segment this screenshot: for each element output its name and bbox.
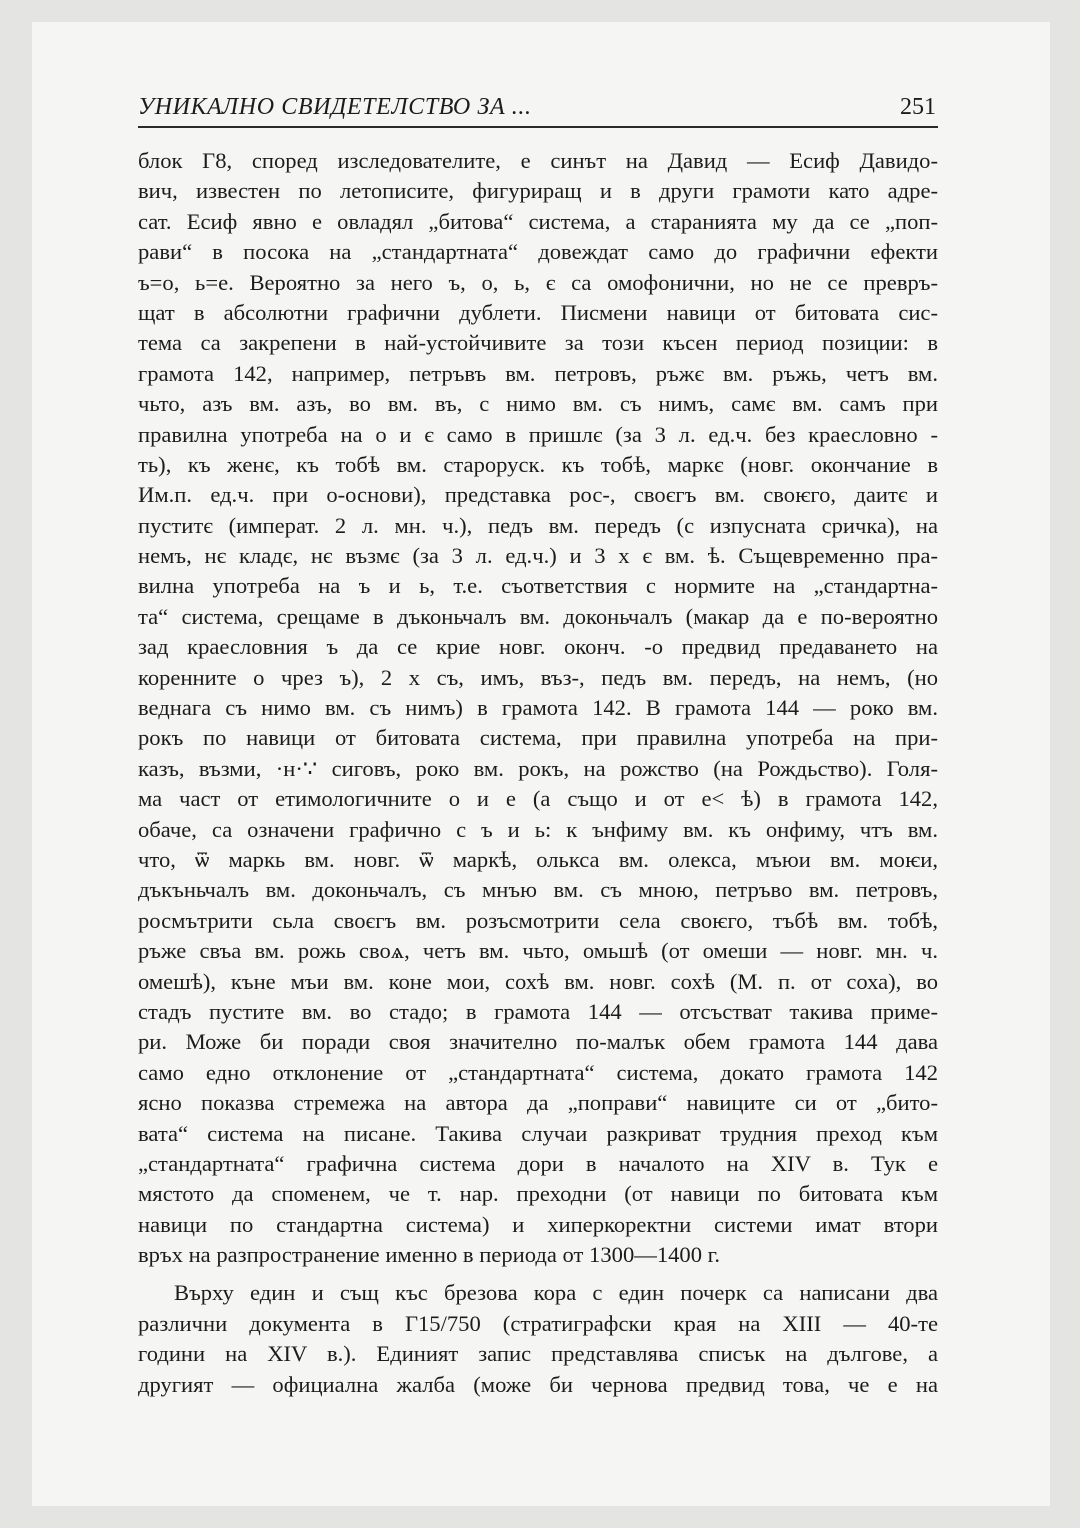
text-line: връх на разпространение именно в периода от 1300—1400 г. [138,1242,721,1268]
text-line: правилна употреба на о и є само в пришлє (за 3 л. ед.ч. без краесловно - [138,421,938,447]
text-line: ма част от етимологичните о и е (а също и от е< ѣ) в грамота 142, [138,786,938,812]
text-line: пуститє (императ. 2 л. мн. ч.), педъ вм. передъ (с изпусната сричка), на [138,512,938,538]
text-line: зад краесловния ъ да се крие новг. оконч. -о предвид предаването на [138,634,938,660]
text-line: рави“ в посока на „стандартната“ довеждат само до графични ефекти [138,239,938,265]
text-line: само едно отклонение от „стандартната“ система, докато грамота 142 [138,1059,938,1085]
text-line: стадъ пустите вм. во стадо; в грамота 144 — отсъстват такива приме- [138,998,938,1024]
text-line: рокъ по навици от битовата система, при правилна употреба на при- [138,725,938,751]
text-line: дъкъньчалъ вм. доконьчалъ, съ мнъю вм. съ мною, петръво вм. петровъ, [138,877,938,903]
text-line: обаче, са означени графично с ъ и ь: к ънфиму вм. къ онфиму, чтъ вм. [138,816,938,842]
text-line: другият — официална жалба (може би чернова предвид това, че е на [138,1371,938,1397]
text-line: что, ѿ маркь вм. новг. ѿ маркѣ, олькса вм. олекса, мъюи вм. моѥи, [138,846,938,872]
text-line: казъ, възми, ·н·∵ сиговъ, роко вм. рокъ, на рожство (на Рождьство). Голя- [138,755,938,781]
text-line: та“ система, срещаме в дъконьчалъ вм. доконьчалъ (макар да е по-вероятно [138,603,938,629]
text-line: ръже свъа вм. рожь своѧ, четъ вм. чьто, омьшѣ (от омеши — новг. мн. ч. [138,938,938,964]
paragraph [138,146,938,1270]
text-line: немъ, нє кладє, нє възмє (за 3 л. ед.ч.) и 3 х є вм. ѣ. Същевременно пра- [138,543,938,569]
text-line: ъ=о, ь=е. Вероятно за него ъ, о, ь, є са омофонични, но не се превръ- [138,269,938,295]
page-number: 251 [900,94,936,120]
body-text [138,146,938,1400]
text-line: чьто, азъ вм. азъ, во вм. въ, с нимо вм. съ нимъ, самє вм. самъ при [138,391,938,417]
text-line: Върху един и същ къс брезова кора с един почерк са написани два [174,1280,938,1306]
text-line: навици по стандартна система) и хиперкоректни системи имат втори [138,1211,938,1237]
text-line: вич, известен по летописите, фигуриращ и в други грамоти като адре- [138,178,938,204]
text-line: ри. Може би поради своя значително по-малък обем грамота 144 дава [138,1029,938,1055]
text-line: вата“ система на писане. Такива случаи разкриват трудния преход към [138,1120,938,1146]
text-line: години на XIV в.). Единият запис представлява списък на дългове, а [138,1341,938,1367]
text-line: различни документа в Г15/750 (стратиграфски края на XIII — 40-те [138,1310,938,1336]
text-line: ть), къ женє, къ тобѣ вм. староруск. къ тобѣ, маркє (новг. окончание в [138,451,938,477]
text-line: „стандартната“ графична система дори в началото на XIV в. Тук е [138,1150,938,1176]
text-line: щат в абсолютни графични дублети. Писмени навици от битовата сис- [138,299,938,325]
paragraph [138,1278,938,1400]
text-line: веднага съ нимо вм. съ нимъ) в грамота 142. В грамота 144 — роко вм. [138,695,938,721]
text-line: вилна употреба на ъ и ь, т.е. съответствия с нормите на „стандартна- [138,573,938,599]
text-line: Им.п. ед.ч. при о-основи), представка рос-, своєгъ вм. своѥго, даитє и [138,482,938,508]
running-title: УНИКАЛНО СВИДЕТЕЛСТВО ЗА ... [138,94,532,120]
paragraph-gap [138,1270,938,1278]
text-line: блок Г8, според изследователите, е синът на Давид — Есиф Давидо- [138,148,938,173]
text-line: коренните о чрез ъ), 2 х съ, имъ, въз-, педъ вм. передъ, на немъ, (но [138,664,938,690]
text-line: омешѣ), къне мъи вм. коне мои, сохѣ вм. новг. сохѣ (М. п. от соха), во [138,968,938,994]
text-line: мястото да споменем, че т. нар. преходни (от навици по битовата към [138,1181,938,1207]
text-line: сат. Есиф явно е овладял „битова“ система, а старанията му да се „поп- [138,208,938,234]
text-line: ясно показва стремежа на автора да „поправи“ навиците си от „бито- [138,1090,938,1116]
running-header [138,94,938,128]
text-line: росмътрити сьла своєгъ вм. розъсмотрити села своѥго, тъбѣ вм. тобѣ, [138,907,938,933]
text-line: тема са закрепени в най-устойчивите за този късен период позиции: в [138,330,938,356]
text-line: грамота 142, например, петръвъ вм. петровъ, ръжє вм. ръжь, четъ вм. [138,360,938,386]
